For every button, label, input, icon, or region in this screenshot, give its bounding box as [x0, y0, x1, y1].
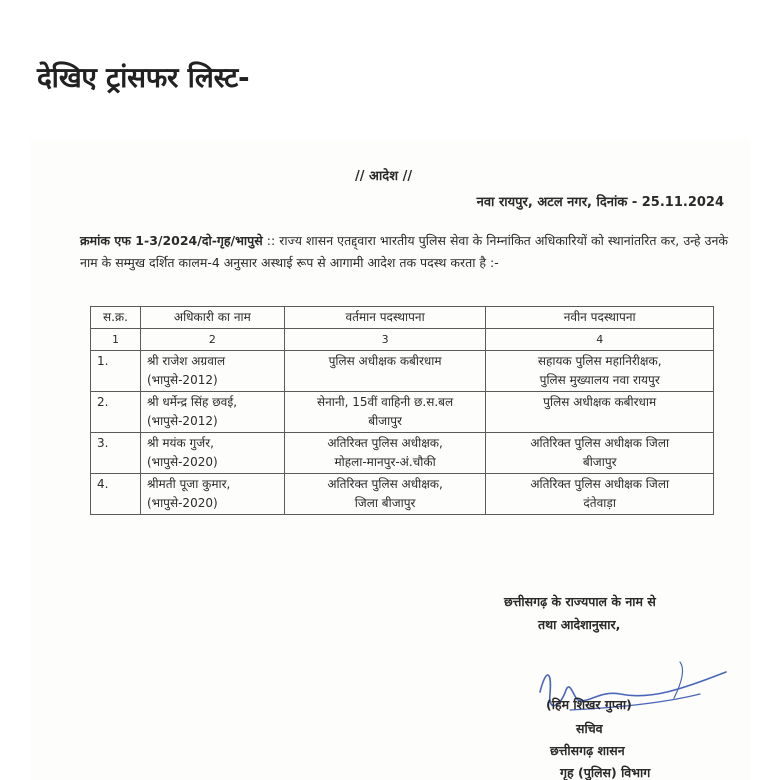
- new-posting-cell: [486, 433, 714, 474]
- officer-cell: [140, 351, 284, 392]
- officer-cell: [140, 392, 284, 433]
- table-header-row: [91, 307, 714, 329]
- signatory-government: छत्तीसगढ़ शासन: [550, 743, 625, 758]
- officer-name: श्रीमती पूजा कुमार,: [146, 477, 231, 491]
- row-sn: 3.: [91, 433, 141, 474]
- transfer-order-document: [30, 140, 750, 780]
- table-row: [91, 392, 714, 433]
- current-posting: अतिरिक्त पुलिस अधीक्षक,: [327, 477, 443, 491]
- new-posting: अतिरिक्त पुलिस अधीक्षक जिला: [530, 477, 670, 491]
- column-number: 3: [284, 329, 486, 351]
- row-sn: 4.: [91, 474, 141, 515]
- header-current-posting: वर्तमान पदस्थापना: [284, 307, 486, 329]
- order-body-text: :: राज्य शासन एतद्द्वारा भारतीय पुलिस सेवा के निम्नांकित अधिकारियों को स्थानांतरित कर, उन्हे उनके नाम के सम्मुख दर्शित कालम-4 अनुसार अस्थाई रूप से आगामी आदेश तक पदस्थ करता है :-: [80, 233, 728, 270]
- current-posting-cell: [284, 433, 486, 474]
- new-posting-cell: [486, 392, 714, 433]
- order-paragraph: [80, 230, 728, 274]
- article-headline: देखिए ट्रांसफर लिस्ट-: [37, 61, 250, 94]
- current-posting: सेनानी, 15वीं वाहिनी छ.स.बल: [317, 395, 454, 409]
- transfer-table: [90, 306, 714, 515]
- signatory-name: (हिम शिखर गुप्ता): [546, 697, 632, 712]
- column-number: 2: [140, 329, 284, 351]
- current-posting-cell: [284, 474, 486, 515]
- current-posting-line2: मोहला-मानपुर-अं.चौकी: [334, 455, 436, 469]
- current-posting-line2: बीजापुर: [368, 414, 402, 428]
- current-posting: पुलिस अधीक्षक कबीरधाम: [328, 354, 442, 368]
- new-posting: अतिरिक्त पुलिस अधीक्षक जिला: [530, 436, 670, 450]
- order-title: // आदेश //: [355, 169, 413, 184]
- signatory-department: गृह (पुलिस) विभाग: [560, 765, 651, 780]
- officer-batch: (भापुसे-2012): [146, 414, 218, 428]
- officer-name: श्री धर्मेन्द्र सिंह छवई,: [146, 395, 238, 409]
- officer-cell: [140, 474, 284, 515]
- new-posting-line2: बीजापुर: [582, 455, 617, 469]
- row-sn: 1.: [91, 351, 141, 392]
- table-row: [91, 433, 714, 474]
- table-row: [91, 351, 714, 392]
- column-number-row: [91, 329, 714, 351]
- row-sn: 2.: [91, 392, 141, 433]
- order-reference: क्रमांक एफ 1-3/2024/दो-गृह/भापुसे: [80, 233, 263, 248]
- officer-name: श्री राजेश अग्रवाल: [146, 354, 226, 368]
- handwritten-signature: [530, 650, 730, 730]
- new-posting-line2: पुलिस मुख्यालय नवा रायपुर: [539, 373, 660, 387]
- signatory-designation: सचिव: [576, 721, 603, 736]
- officer-batch: (भापुसे-2020): [146, 496, 218, 510]
- officer-batch: (भापुसे-2012): [146, 373, 218, 387]
- sign-authority-line1: छत्तीसगढ़ के राज्यपाल के नाम से: [504, 594, 656, 609]
- table-row: [91, 474, 714, 515]
- new-posting-cell: [486, 474, 714, 515]
- officer-name: श्री मयंक गुर्जर,: [146, 436, 214, 450]
- header-sn: स.क्र.: [91, 307, 141, 329]
- column-number: 4: [486, 329, 714, 351]
- new-posting-line2: दंतेवाड़ा: [583, 496, 616, 510]
- current-posting-cell: [284, 351, 486, 392]
- new-posting: पुलिस अधीक्षक कबीरधाम: [543, 395, 657, 409]
- officer-batch: (भापुसे-2020): [146, 455, 218, 469]
- sign-authority-line2: तथा आदेशानुसार,: [538, 617, 621, 632]
- current-posting-line2: जिला बीजापुर: [354, 496, 416, 510]
- current-posting-cell: [284, 392, 486, 433]
- header-new-posting: नवीन पदस्थापना: [486, 307, 714, 329]
- column-number: 1: [91, 329, 141, 351]
- header-officer-name: अधिकारी का नाम: [140, 307, 284, 329]
- current-posting: अतिरिक्त पुलिस अधीक्षक,: [327, 436, 443, 450]
- new-posting-cell: [486, 351, 714, 392]
- new-posting: सहायक पुलिस महानिरीक्षक,: [537, 354, 662, 368]
- officer-cell: [140, 433, 284, 474]
- place-date: नवा रायपुर, अटल नगर, दिनांक - 25.11.2024: [476, 195, 724, 210]
